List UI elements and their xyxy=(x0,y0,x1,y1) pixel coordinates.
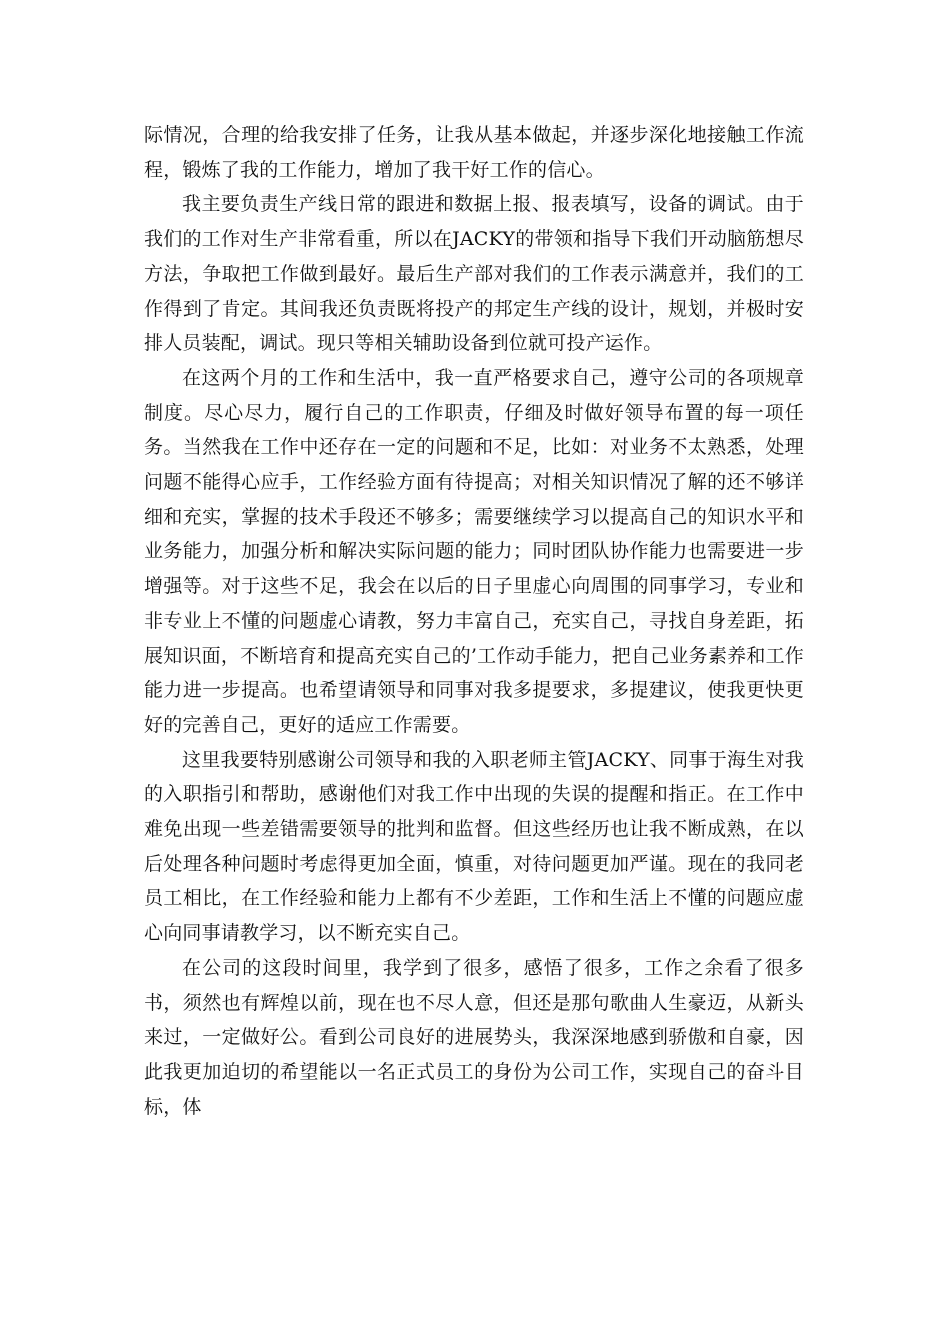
paragraph-2: 我主要负责生产线日常的跟进和数据上报、报表填写，设备的调试。由于我们的工作对生产非常看重，所以在JACKY的带领和指导下我们开动脑筋想尽方法，争取把工作做到最好。最后生产部对我们的工作表示满意并，我们的工作得到了肯定。其间我还负责既将投产的邦定生产线的设计，规划，并极时安排人员装配，调试。现只等相关辅助设备到位就可投产运作。 xyxy=(144,193,804,355)
document-body xyxy=(144,118,804,1124)
paragraph-3: 在这两个月的工作和生活中，我一直严格要求自己，遵守公司的各项规章制度。尽心尽力，履行自己的工作职责，仔细及时做好领导布置的每一项任务。当然我在工作中还存在一定的问题和不足，比如：对业务不太熟悉，处理问题不能得心应手，工作经验方面有待提高；对相关知识情况了解的还不够详细和充实，掌握的技术手段还不够多；需要继续学习以提高自己的知识水平和业务能力，加强分析和解决实际问题的能力；同时团队协作能力也需要进一步增强等。对于这些不足，我会在以后的日子里虚心向周围的同事学习，专业和非专业上不懂的问题虚心请教，努力丰富自己，充实自己，寻找自身差距，拓展知识面，不断培育和提高充实自己的’工作动手能力，把自己业务素养和工作能力进一步提高。也希望请领导和同事对我多提要求，多提建议，使我更快更好的完善自己，更好的适应工作需要。 xyxy=(144,366,804,736)
paragraph-5: 在公司的这段时间里，我学到了很多，感悟了很多，工作之余看了很多书，须然也有辉煌以前，现在也不尽人意，但还是那句歌曲人生豪迈，从新头来过，一定做好公。看到公司良好的进展势头，我深深地感到骄傲和自豪，因此我更加迫切的希望能以一名正式员工的身份为公司工作，实现自己的奋斗目标，体 xyxy=(144,956,804,1118)
paragraph-1: 际情况，合理的给我安排了任务，让我从基本做起，并逐步深化地接触工作流程，锻炼了我的工作能力，增加了我干好工作的信心。 xyxy=(144,124,804,181)
paragraph-4: 这里我要特别感谢公司领导和我的入职老师主管JACKY、同事于海生对我的入职指引和帮助，感谢他们对我工作中出现的失误的提醒和指正。在工作中难免出现一些差错需要领导的批判和监督。但这些经历也让我不断成熟，在以后处理各种问题时考虑得更加全面，慎重，对待问题更加严谨。现在的我同老员工相比，在工作经验和能力上都有不少差距，工作和生活上不懂的问题应虚心向同事请教学习，以不断充实自己。 xyxy=(144,748,804,945)
